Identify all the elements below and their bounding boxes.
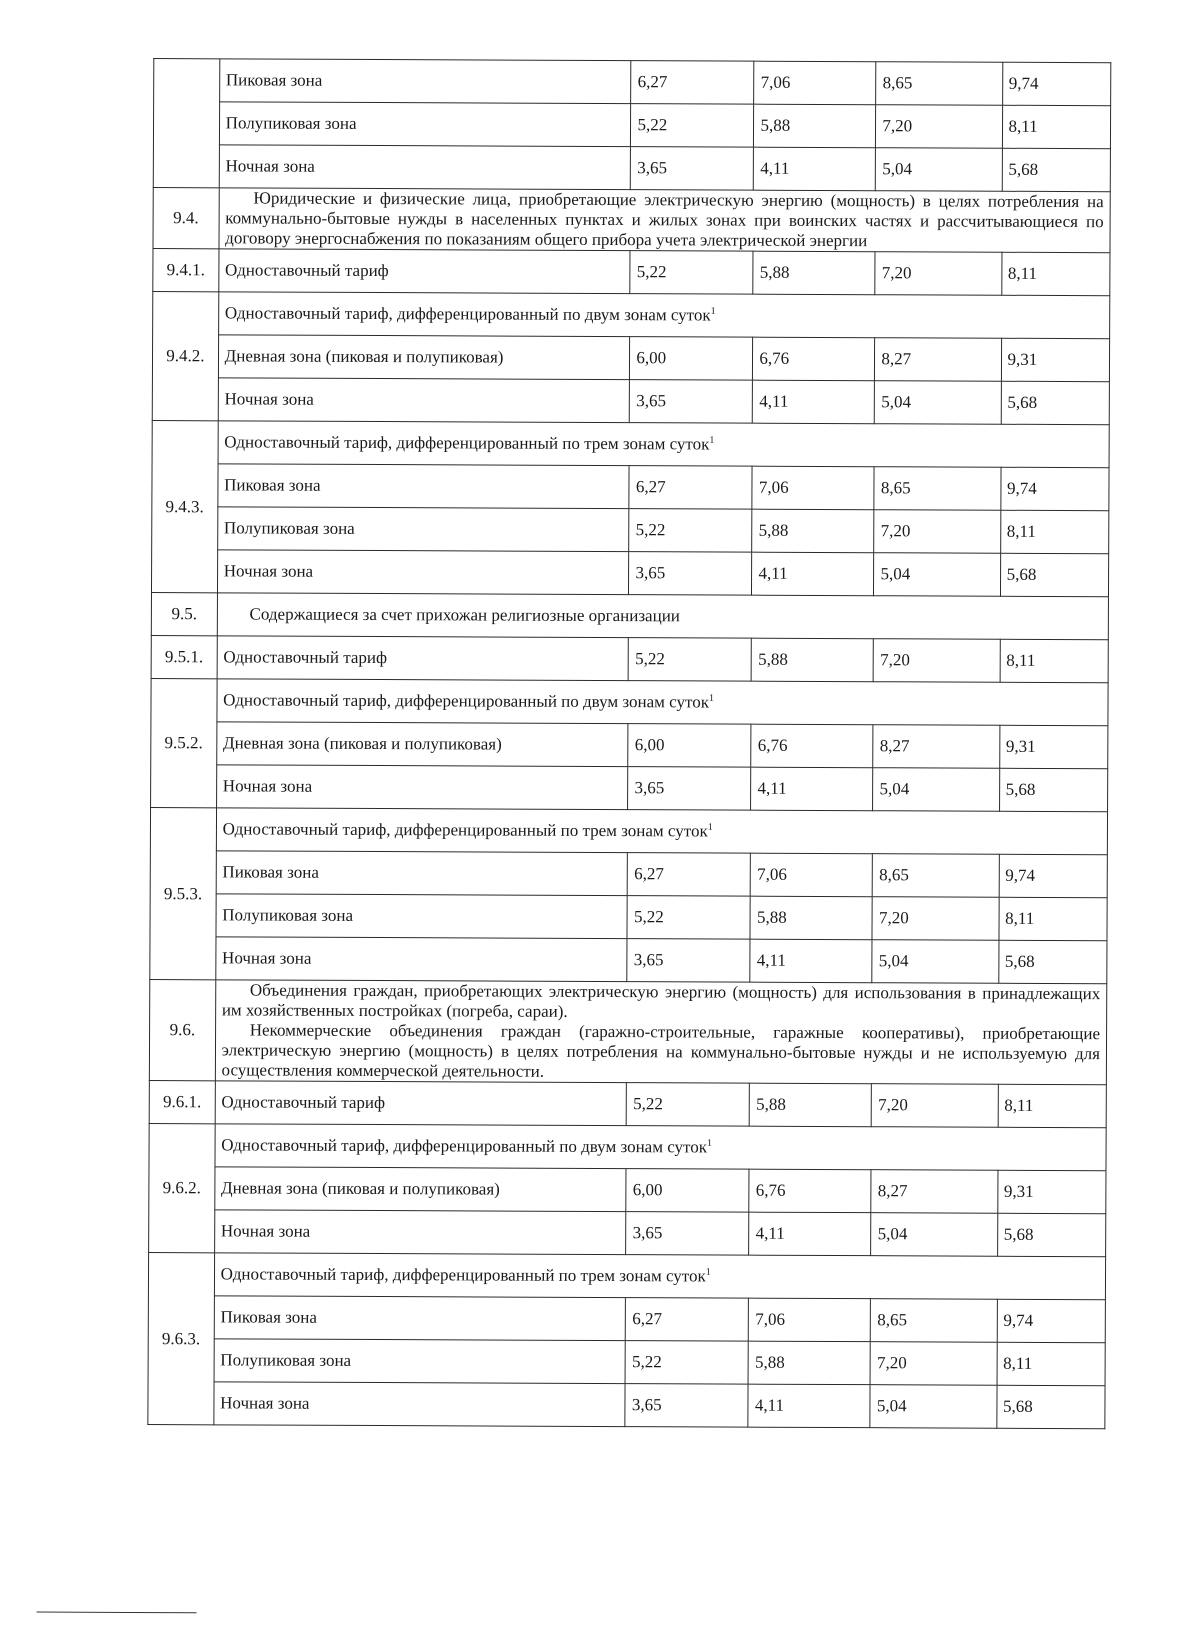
tariff-name: Пиковая зона: [219, 59, 631, 104]
item-number: 9.4.3.: [151, 421, 217, 593]
tariff-value: 5,04: [876, 148, 1002, 192]
table-row: [151, 722, 1108, 769]
tariff-value: 4,11: [750, 939, 872, 983]
table-row: [151, 636, 1108, 683]
tariff-value: 5,22: [631, 104, 754, 148]
table-row: [152, 335, 1109, 382]
tariff-value: 4,11: [754, 147, 876, 191]
tariff-value: 9,74: [1002, 62, 1111, 105]
item-number: 9.5.2.: [151, 679, 217, 808]
tariff-name: Полупиковая зона: [219, 102, 631, 147]
category-description: [217, 593, 1109, 640]
tariff-subheading: Одноставочный тариф, дифференцированный по двум зонам суток$^1$: [217, 679, 1109, 726]
item-number: 9.5.1.: [151, 636, 217, 679]
tariff-value: 6,27: [628, 853, 751, 897]
tariff-value: 6,00: [630, 337, 753, 381]
tariff-value: 3,65: [628, 767, 751, 811]
item-number: 9.5.3.: [150, 808, 216, 980]
category-description: [215, 980, 1107, 1085]
tariff-value: 6,27: [629, 466, 752, 510]
tariff-value: 3,65: [626, 1212, 749, 1256]
tariff-value: 8,65: [874, 467, 1000, 511]
tariff-value: 5,88: [754, 104, 876, 148]
tariff-value: 5,88: [750, 1083, 872, 1127]
tariff-value: 5,88: [752, 638, 874, 682]
table-row: [152, 464, 1109, 511]
tariff-value: 8,27: [871, 1170, 997, 1214]
description-paragraph: Объединения граждан, приобретающих электрическую энергию (мощность) для использования в принадлежащих им хозяйственных постройках (погреба, сараи).: [221, 980, 1101, 1021]
tariff-value: 9,31: [997, 1170, 1106, 1213]
table-row: [149, 980, 1106, 1085]
tariff-value: 6,27: [631, 61, 754, 105]
table-row: [153, 102, 1110, 149]
tariff-value: 6,76: [751, 724, 873, 768]
table-row: [151, 679, 1108, 726]
tariff-name: Пиковая зона: [214, 1296, 626, 1341]
tariff-value: 7,20: [874, 639, 1000, 683]
table-row: [149, 1124, 1106, 1171]
tariff-value: 7,20: [870, 1342, 996, 1386]
tariff-value: 8,27: [875, 338, 1001, 382]
tariff-name: Одноставочный тариф: [215, 1081, 627, 1126]
table-row: [153, 292, 1110, 339]
tariff-value: 8,65: [873, 854, 999, 898]
tariff-name: Полупиковая зона: [216, 894, 628, 939]
item-number: 9.6.2.: [149, 1124, 215, 1253]
tariff-name: Ночная зона: [214, 1382, 626, 1427]
tariff-value: 5,68: [1000, 553, 1109, 596]
tariff-value: 6,27: [626, 1298, 749, 1342]
tariff-table: [147, 58, 1111, 1429]
table-row: [150, 937, 1107, 984]
table-row: [148, 1382, 1105, 1429]
tariff-value: 5,88: [752, 509, 874, 553]
table-row: [151, 593, 1108, 640]
tariff-value: 5,04: [870, 1385, 996, 1429]
tariff-value: 5,68: [1001, 381, 1110, 424]
tariff-value: 7,20: [872, 897, 998, 941]
tariff-name: Ночная зона: [216, 765, 628, 810]
tariff-value: 6,00: [628, 724, 751, 768]
table-row: [153, 145, 1110, 192]
table-row: [150, 851, 1107, 898]
tariff-value: 6,76: [753, 337, 875, 381]
tariff-value: 7,06: [754, 61, 876, 105]
tariff-value: 5,22: [625, 1341, 748, 1385]
table-row: [148, 1339, 1105, 1386]
tariff-value: 9,74: [999, 854, 1108, 897]
table-row: [152, 378, 1109, 425]
tariff-value: 7,20: [874, 510, 1000, 554]
tariff-value: 5,68: [997, 1213, 1106, 1256]
tariff-value: 4,11: [751, 767, 873, 811]
tariff-subheading: Одноставочный тариф, дифференцированный по трем зонам суток$^1$: [216, 808, 1108, 855]
tariff-value: 5,22: [627, 896, 750, 940]
table-row: [153, 188, 1110, 253]
tariff-name: Одноставочный тариф: [217, 636, 629, 681]
table-row: [149, 1210, 1106, 1257]
tariff-value: 3,65: [627, 939, 750, 983]
footnote-mark: 1: [705, 1266, 711, 1278]
tariff-value: 7,20: [875, 252, 1001, 296]
tariff-name: Дневная зона (пиковая и полупиковая): [218, 335, 630, 380]
tariff-value: 7,06: [749, 1298, 871, 1342]
table-row: [149, 1081, 1106, 1128]
tariff-value: 5,88: [750, 896, 872, 940]
tariff-value: 9,74: [1000, 467, 1109, 510]
tariff-name: Ночная зона: [217, 550, 629, 595]
footnote-mark: 1: [709, 434, 715, 446]
category-description: [219, 188, 1111, 253]
tariff-value: 7,20: [872, 1084, 998, 1128]
tariff-name: Ночная зона: [214, 1210, 626, 1255]
tariff-value: 3,65: [629, 552, 752, 596]
tariff-value: 9,31: [1001, 338, 1110, 381]
table-row: [154, 59, 1111, 106]
footnote-mark: 1: [710, 305, 716, 317]
table-row: [152, 421, 1109, 468]
tariff-value: 5,68: [996, 1385, 1105, 1428]
tariff-value: 5,04: [875, 381, 1001, 425]
table-row: [148, 1296, 1105, 1343]
item-number: 9.5.: [151, 593, 217, 636]
tariff-value: 3,65: [625, 1384, 748, 1428]
tariff-name: Ночная зона: [218, 378, 630, 423]
tariff-value: 8,27: [873, 725, 999, 769]
tariff-subheading: Одноставочный тариф, дифференцированный по трем зонам суток$^1$: [218, 421, 1110, 468]
tariff-name: Ночная зона: [219, 145, 631, 190]
tariff-value: 6,76: [749, 1169, 871, 1213]
tariff-value: 5,22: [629, 638, 752, 682]
tariff-value: 8,11: [1001, 252, 1110, 295]
tariff-value: 8,11: [1000, 639, 1109, 682]
tariff-value: 5,04: [874, 553, 1000, 597]
tariff-value: 5,68: [999, 768, 1108, 811]
tariff-value: 5,22: [629, 509, 752, 553]
tariff-name: Ночная зона: [215, 937, 627, 982]
tariff-value: 8,11: [1002, 105, 1111, 148]
tariff-value: 7,20: [876, 105, 1002, 149]
tariff-value: 8,11: [1000, 510, 1109, 553]
tariff-value: 8,65: [876, 62, 1002, 106]
tariff-value: 5,04: [873, 768, 999, 812]
table-row: [148, 1253, 1105, 1300]
tariff-value: 5,88: [748, 1341, 870, 1385]
tariff-value: 8,11: [997, 1342, 1106, 1385]
item-number: 9.4.2.: [152, 292, 218, 421]
item-number: 9.6.: [149, 980, 215, 1081]
tariff-value: 4,11: [749, 1212, 871, 1256]
tariff-value: 6,00: [626, 1169, 749, 1213]
tariff-value: 5,22: [627, 1083, 750, 1127]
tariff-subheading: Одноставочный тариф, дифференцированный по двум зонам суток$^1$: [218, 292, 1110, 339]
tariff-value: 9,74: [997, 1299, 1106, 1342]
tariff-value: 5,22: [630, 251, 753, 295]
description-paragraph: Юридические и физические лица, приобретающие электрическую энергию (мощность) в целях потребления на коммунально-бытовые нужды в населенных пунктах и жилых зонах при воинских частях и рассчитывающиеся по договору энергоснабжения по показаниям общего прибора учета электрической энергии: [225, 188, 1104, 251]
tariff-value: 9,31: [999, 725, 1108, 768]
item-number: [153, 59, 219, 188]
tariff-value: 7,06: [752, 466, 874, 510]
table-row: [151, 550, 1108, 597]
footnote-mark: 1: [708, 692, 715, 704]
item-number: 9.6.1.: [149, 1081, 215, 1124]
tariff-name: Дневная зона (пиковая и полупиковая): [214, 1167, 626, 1212]
footnote-rule: [37, 1612, 197, 1614]
tariff-value: 5,68: [998, 940, 1107, 983]
tariff-subheading: Одноставочный тариф, дифференцированный по двум зонам суток$^1$: [215, 1124, 1107, 1171]
item-number: 9.4.1.: [153, 249, 219, 292]
tariff-value: 4,11: [748, 1384, 870, 1428]
tariff-name: Полупиковая зона: [214, 1339, 626, 1384]
tariff-value: 5,04: [872, 940, 998, 984]
item-number: 9.4.: [153, 188, 219, 249]
tariff-value: 3,65: [630, 380, 753, 424]
tariff-name: Одноставочный тариф: [218, 249, 630, 294]
item-number: 9.6.3.: [148, 1253, 214, 1425]
tariff-value: 8,11: [999, 897, 1108, 940]
tariff-value: 3,65: [631, 147, 754, 191]
tariff-name: Дневная зона (пиковая и полупиковая): [216, 722, 628, 767]
tariff-value: 4,11: [753, 380, 875, 424]
table-row: [153, 249, 1110, 296]
tariff-value: 8,65: [871, 1299, 997, 1343]
footnote-mark: 1: [707, 821, 713, 833]
table-row: [150, 894, 1107, 941]
table-row: [152, 507, 1109, 554]
footnote-mark: 1: [707, 1137, 713, 1149]
tariff-value: 4,11: [752, 552, 874, 596]
table-row: [150, 808, 1107, 855]
tariff-subheading: Одноставочный тариф, дифференцированный по трем зонам суток$^1$: [214, 1253, 1106, 1300]
description-paragraph: Некоммерческие объединения граждан (гаражно-строительные, гаражные кооперативы), приобретающие электрическую энергию (мощность) в целях потребления на коммунально-бытовые нужды и не используемую для осуществления коммерческой деятельности.: [221, 1020, 1101, 1081]
tariff-value: 7,06: [751, 853, 873, 897]
tariff-name: Пиковая зона: [218, 464, 630, 509]
tariff-name: Полупиковая зона: [217, 507, 629, 552]
tariff-value: 5,88: [753, 251, 875, 295]
tariff-value: 8,11: [998, 1084, 1107, 1127]
table-row: [149, 1167, 1106, 1214]
tariff-value: 5,68: [1002, 148, 1111, 191]
description-paragraph: Содержащиеся за счет прихожан религиозные организации: [249, 604, 680, 626]
tariff-name: Пиковая зона: [216, 851, 628, 896]
table-row: [151, 765, 1108, 812]
tariff-value: 5,04: [871, 1213, 997, 1257]
